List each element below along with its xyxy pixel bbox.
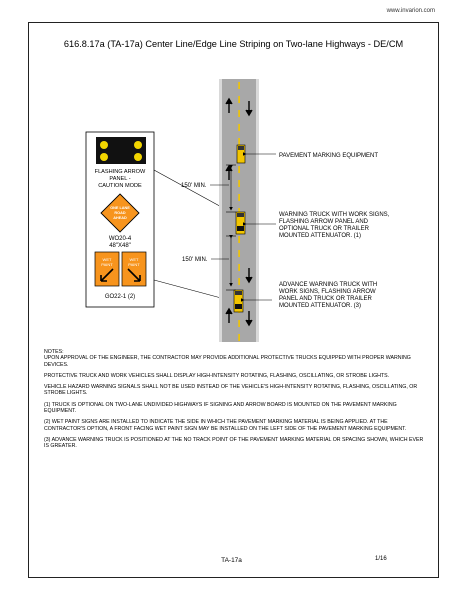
centerline-dash bbox=[238, 236, 240, 243]
note-paragraph: UPON APPROVAL OF THE ENGINEER, THE CONTRACTOR MAY PROVIDE ADDITIONAL PROTECTIVE TRUCKS EQUIPPED WITH PROPER WARNING DEVICES. bbox=[44, 355, 411, 368]
wet-paint-text: PAINT bbox=[101, 262, 113, 267]
centerline-dash bbox=[238, 278, 240, 285]
notes-heading: NOTES: bbox=[44, 349, 64, 355]
callout-advance-2: WORK SIGNS, FLASHING ARROW bbox=[279, 289, 376, 295]
wet-paint-text: PAINT bbox=[128, 262, 140, 267]
sign-text-1: ONE LANE bbox=[110, 206, 130, 210]
wet-paint-text: WET bbox=[129, 257, 139, 262]
callout-warning-2: FLASHING ARROW PANEL AND bbox=[279, 219, 369, 225]
callout-advance-4: MOUNTED ATTENUATOR. (3) bbox=[279, 303, 362, 309]
note-paragraph: (3) ADVANCE WARNING TRUCK IS POSITIONED AT THE NO TRACK POINT OF THE PAVEMENT MARKING MATERIAL OR SPACING SHOWN, WHICH EVER IS GREATER. bbox=[44, 436, 424, 450]
notes-section bbox=[44, 349, 429, 455]
spacing-label-2: 150' MIN. bbox=[182, 257, 208, 263]
centerline-dash bbox=[238, 334, 240, 341]
page-title: 616.8.17a (TA-17a) Center Line/Edge Line Striping on Two-lane Highways - DE/CM bbox=[63, 39, 404, 49]
pavement-marking-equipment-icon bbox=[237, 145, 245, 163]
centerline-dash bbox=[238, 320, 240, 327]
callout-warning-3: OPTIONAL TRUCK OR TRAILER bbox=[279, 226, 369, 232]
arrow-lamp-icon bbox=[100, 153, 108, 161]
centerline-dash bbox=[238, 124, 240, 131]
warning-truck-icon bbox=[236, 212, 245, 234]
wet-paint-code: GO22-1 (2) bbox=[104, 294, 136, 300]
callout-advance-1: ADVANCE WARNING TRUCK WITH bbox=[279, 282, 378, 288]
centerline-dash bbox=[238, 180, 240, 187]
arrow-panel-label-2: PANEL - bbox=[109, 176, 131, 182]
centerline-dash bbox=[238, 82, 240, 89]
callout-warning-4: MOUNTED ATTENUATOR. (1) bbox=[279, 233, 362, 239]
centerline-dash bbox=[238, 166, 240, 173]
arrow-lamp-icon bbox=[134, 153, 142, 161]
centerline-dash bbox=[238, 194, 240, 201]
arrow-panel-label-1: FLASHING ARROW bbox=[94, 169, 146, 175]
website-label: www.invarion.com bbox=[386, 8, 435, 14]
centerline-dash bbox=[238, 138, 240, 145]
sign-size: 48"X48" bbox=[109, 243, 131, 249]
note-paragraph: PROTECTIVE TRUCK AND WORK VEHICLES SHALL DISPLAY HIGH-INTENSITY ROTATING, FLASHING, OSCILLATING, OR STROBE LIGHTS. bbox=[44, 372, 390, 379]
callout-warning-1: WARNING TRUCK WITH WORK SIGNS, bbox=[279, 212, 390, 218]
sign-code: WO20-4 bbox=[108, 236, 132, 242]
callout-equipment: PAVEMENT MARKING EQUIPMENT bbox=[279, 153, 379, 159]
drawing-code: TA-17a bbox=[221, 557, 242, 564]
arrow-lamp-icon bbox=[100, 141, 108, 149]
centerline-dash bbox=[238, 264, 240, 271]
note-paragraph: VEHICLE HAZARD WARNING SIGNALS SHALL NOT BE USED INSTEAD OF THE VEHICLE'S HIGH-INTENSITY ROTATING, FLASHING, OSCILLATING, OR STROBE LIGHTS. bbox=[44, 384, 418, 397]
sign-text-2: ROAD bbox=[114, 211, 126, 215]
callout-advance-3: PANEL AND TRUCK OR TRAILER bbox=[279, 296, 372, 302]
centerline-dash bbox=[238, 96, 240, 103]
note-paragraph: (2) WET PAINT SIGNS ARE INSTALLED TO INDICATE THE SIDE IN WHICH THE PAVEMENT MARKING MATERIAL IS BEING APPLIED. AT THE CONTRACTOR'S OPTION, A FRONT FACING WET PAINT SIGN MAY BE INSTALLED ON THE LEFT SIDE OF THE PAVEMENT MARKING EQUIPMENT. bbox=[44, 419, 407, 432]
sign-text-3: AHEAD bbox=[113, 216, 127, 220]
arrow-panel-label-3: CAUTION MODE bbox=[98, 183, 142, 189]
centerline-dash bbox=[238, 110, 240, 117]
centerline-dash bbox=[238, 250, 240, 257]
page-number: 1/16 bbox=[375, 556, 387, 562]
arrow-lamp-icon bbox=[134, 141, 142, 149]
spacing-label-1: 150' MIN. bbox=[181, 183, 207, 189]
wet-paint-text: WET bbox=[102, 257, 112, 262]
note-paragraph: (1) TRUCK IS OPTIONAL ON TWO-LANE UNDIVIDED HIGHWAYS IF SIGNING AND ARROW BOARD IS MOUNTED ON THE PAVEMENT MARKING EQUIPMENT. bbox=[44, 401, 397, 415]
advance-warning-truck-icon bbox=[234, 290, 243, 312]
